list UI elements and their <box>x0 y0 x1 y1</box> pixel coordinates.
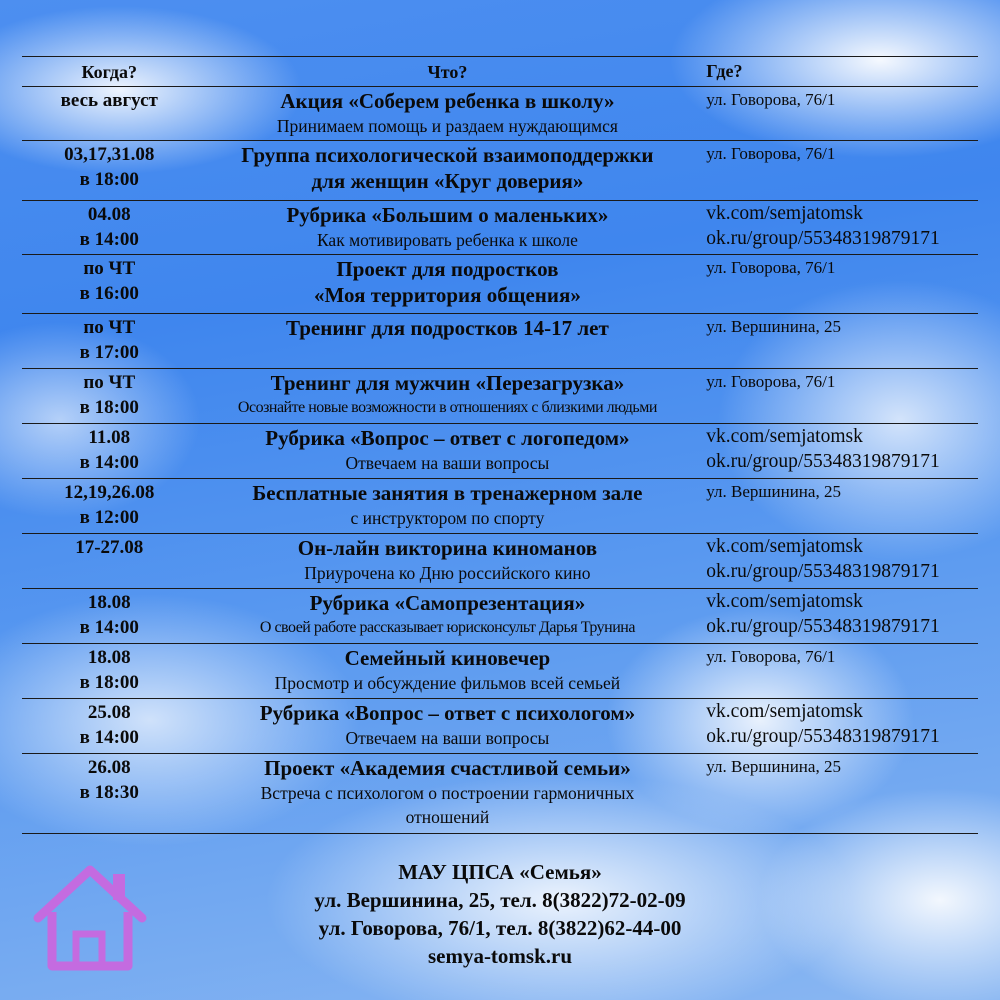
schedule-table <box>22 56 978 834</box>
event-what <box>197 314 699 368</box>
event-description: Как мотивировать ребенка к школе <box>316 230 578 250</box>
event-title: Рубрика «Самопрезентация» <box>309 591 586 615</box>
header-what: Что? <box>427 62 468 82</box>
online-link[interactable]: vk.com/semjatomsk <box>706 536 863 557</box>
event-when <box>22 87 197 140</box>
when-line: в 16:00 <box>79 283 139 304</box>
event-when <box>22 754 197 833</box>
event-description: Просмотр и обсуждение фильмов всей семьей <box>274 673 621 693</box>
online-link[interactable]: ok.ru/group/55348319879171 <box>706 561 940 582</box>
table-row <box>22 588 978 643</box>
event-where <box>698 424 978 478</box>
event-when <box>22 534 197 588</box>
table-row <box>22 200 978 254</box>
event-when <box>22 369 197 423</box>
table-row <box>22 368 978 423</box>
event-title: Рубрика «Вопрос – ответ с психологом» <box>259 701 636 725</box>
event-where <box>698 255 978 313</box>
event-when <box>22 141 197 200</box>
event-description: О своей работе рассказывает юрисконсульт Дарья Трунина <box>259 619 635 636</box>
event-what <box>197 754 699 833</box>
event-what <box>197 369 699 423</box>
when-line: 12,19,26.08 <box>64 482 155 503</box>
event-when <box>22 644 197 698</box>
event-what <box>197 479 699 533</box>
when-line: в 18:00 <box>79 397 139 418</box>
footer-contacts <box>150 858 850 970</box>
table-row <box>22 86 978 140</box>
when-line: в 14:00 <box>79 617 139 638</box>
when-line: 18.08 <box>87 592 131 613</box>
event-description: Приурочена ко Дню российского кино <box>304 563 591 583</box>
event-title: Тренинг для мужчин «Перезагрузка» <box>270 371 625 395</box>
website-link[interactable]: semya-tomsk.ru <box>427 944 573 968</box>
event-what <box>197 141 699 200</box>
venue-address: ул. Вершинина, 25 <box>706 757 841 776</box>
event-when <box>22 314 197 368</box>
event-when <box>22 201 197 254</box>
event-description: Принимаем помощь и раздаем нуждающимся <box>276 116 618 136</box>
when-line: в 18:00 <box>79 672 139 693</box>
event-where <box>698 534 978 588</box>
when-line: по ЧТ <box>83 258 136 279</box>
when-line: в 18:00 <box>79 169 139 190</box>
event-title: Проект для подростков <box>336 257 559 281</box>
event-when <box>22 255 197 313</box>
event-title: Группа психологической взаимоподдержки <box>241 143 654 167</box>
event-where <box>698 87 978 140</box>
when-line: 25.08 <box>87 702 131 723</box>
online-link[interactable]: vk.com/semjatomsk <box>706 591 863 612</box>
table-header <box>22 56 978 86</box>
when-line: в 17:00 <box>79 342 139 363</box>
event-where <box>698 479 978 533</box>
event-when <box>22 699 197 753</box>
event-title: Акция «Соберем ребенка в школу» <box>280 89 615 113</box>
when-line: в 14:00 <box>79 727 139 748</box>
event-what <box>197 589 699 643</box>
when-line: 11.08 <box>88 427 131 448</box>
online-link[interactable]: vk.com/semjatomsk <box>706 701 863 722</box>
when-line: по ЧТ <box>83 372 136 393</box>
online-link[interactable]: ok.ru/group/55348319879171 <box>706 228 940 249</box>
event-description: Осознайте новые возможности в отношениях с близкими людьми <box>237 399 657 416</box>
event-what <box>197 699 699 753</box>
house-icon <box>30 862 150 974</box>
when-line: 03,17,31.08 <box>64 144 155 165</box>
event-title: Проект «Академия счастливой семьи» <box>264 756 631 780</box>
table-row <box>22 753 978 834</box>
event-where <box>698 754 978 833</box>
when-line: весь август <box>60 90 158 111</box>
event-title: Рубрика «Большим о маленьких» <box>286 203 609 227</box>
event-title: Рубрика «Вопрос – ответ с логопедом» <box>265 426 630 450</box>
online-link[interactable]: ok.ru/group/55348319879171 <box>706 726 940 747</box>
event-title: Бесплатные занятия в тренажерном зале <box>252 481 643 505</box>
when-line: в 12:00 <box>79 507 139 528</box>
online-link[interactable]: ok.ru/group/55348319879171 <box>706 451 940 472</box>
when-line: 26.08 <box>87 757 131 778</box>
online-link[interactable]: vk.com/semjatomsk <box>706 203 863 224</box>
header-when: Когда? <box>81 62 138 82</box>
event-when <box>22 424 197 478</box>
event-title: для женщин «Круг доверия» <box>311 169 584 193</box>
event-where <box>698 589 978 643</box>
table-row <box>22 254 978 313</box>
event-what <box>197 424 699 478</box>
event-where <box>698 644 978 698</box>
online-link[interactable]: vk.com/semjatomsk <box>706 426 863 447</box>
event-title: Семейный киновечер <box>344 646 551 670</box>
event-description: Отвечаем на ваши вопросы <box>345 453 550 473</box>
event-what <box>197 534 699 588</box>
event-description: с инструктором по спорту <box>350 508 545 528</box>
when-line: 04.08 <box>87 204 131 225</box>
org-name: МАУ ЦПСА «Семья» <box>398 860 602 884</box>
when-line: 17-27.08 <box>75 537 144 558</box>
event-title: Тренинг для подростков 14-17 лет <box>286 316 609 340</box>
event-rows <box>22 86 978 834</box>
event-when <box>22 589 197 643</box>
event-what <box>197 255 699 313</box>
event-what <box>197 201 699 254</box>
when-line: в 14:00 <box>79 452 139 473</box>
event-when <box>22 479 197 533</box>
venue-address: ул. Вершинина, 25 <box>706 317 841 336</box>
venue-address: ул. Говорова, 76/1 <box>706 90 836 109</box>
when-line: в 18:30 <box>79 782 139 803</box>
when-line: по ЧТ <box>83 317 136 338</box>
table-row <box>22 140 978 200</box>
address-2: ул. Говорова, 76/1, тел. 8(3822)62-44-00 <box>318 916 682 940</box>
venue-address: ул. Говорова, 76/1 <box>706 144 836 163</box>
event-what <box>197 87 699 140</box>
event-where <box>698 369 978 423</box>
table-row <box>22 423 978 478</box>
online-link[interactable]: ok.ru/group/55348319879171 <box>706 616 940 637</box>
venue-address: ул. Говорова, 76/1 <box>706 372 836 391</box>
when-line: 18.08 <box>87 647 131 668</box>
header-where: Где? <box>706 61 743 81</box>
event-description: Встреча с психологом о построении гармоничных <box>260 783 635 803</box>
table-row <box>22 643 978 698</box>
table-row <box>22 478 978 533</box>
event-description: Отвечаем на ваши вопросы <box>345 728 550 748</box>
event-description: отношений <box>405 807 490 827</box>
venue-address: ул. Говорова, 76/1 <box>706 258 836 277</box>
event-title: «Моя территория общения» <box>313 283 581 307</box>
table-row <box>22 698 978 753</box>
event-where <box>698 314 978 368</box>
event-where <box>698 201 978 254</box>
table-row <box>22 313 978 368</box>
venue-address: ул. Говорова, 76/1 <box>706 647 836 666</box>
event-title: Он-лайн викторина киноманов <box>297 536 598 560</box>
event-where <box>698 699 978 753</box>
when-line: в 14:00 <box>79 229 139 250</box>
event-what <box>197 644 699 698</box>
address-1: ул. Вершинина, 25, тел. 8(3822)72-02-09 <box>314 888 686 912</box>
event-where <box>698 141 978 200</box>
venue-address: ул. Вершинина, 25 <box>706 482 841 501</box>
table-row <box>22 533 978 588</box>
